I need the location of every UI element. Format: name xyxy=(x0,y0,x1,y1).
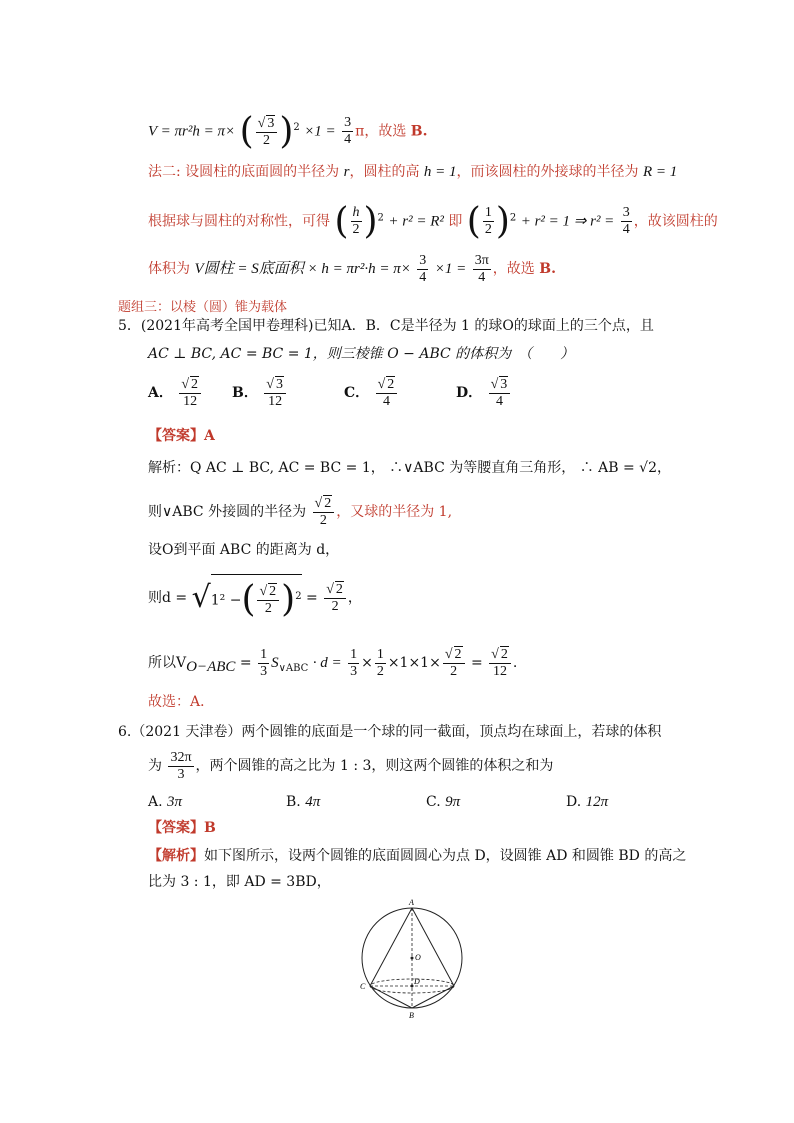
q5-option-c[interactable]: C． $\frac{√ 2}{4}$ xyxy=(344,376,399,410)
symmetry-prefix: 根据球与圆柱的对称性，可得 xyxy=(148,213,330,230)
label-o: O xyxy=(415,953,421,962)
symmetry-mid: 即 xyxy=(448,213,463,230)
q5-option-a[interactable]: A． $\frac{√ 2}{12}$ xyxy=(148,376,203,410)
center-point xyxy=(411,957,414,960)
volume-formula-prefix: V = πr²h = π× xyxy=(148,123,236,140)
sqrt3-over-2: $\frac{√ 3}{2}$ xyxy=(256,115,278,149)
q6-stem-line2: 为 $\frac{32\pi}{3}$ ，两个圆锥的高之比为 1 : 3，则这两个圆锥的体积之和为 xyxy=(148,749,554,782)
q5-stem-line2: AC ⊥ BC, AC = BC = 1，则三棱锥 O − ABC 的体积为 （ ） xyxy=(148,346,575,362)
method2-line xyxy=(148,162,677,182)
q5-answer-label: 【答案】 xyxy=(148,428,204,444)
q5-analysis-2: 则∨ABC 外接圆的半径为 $\frac{√ 2}{2}$ ，又球的半径为 1, xyxy=(148,496,453,528)
symmetry-line: 根据球与圆柱的对称性，可得 ( $\frac{h}{2}$ )$^2$ + r² = R² 即 ( $\frac{1}{2}$ )$^2$ + r² = 1 ⇒ r² = $\frac{3}{4}$ ，故该圆柱的 xyxy=(148,200,718,242)
q6-option-b[interactable]: B. 4π xyxy=(286,794,321,810)
q5-analysis-1: 解析：Q AC ⊥ BC, AC = BC = 1， ∴∨ABC 为等腰直角三角形， ∴ AB = √2， xyxy=(148,460,672,476)
method2-h-eq: h = 1 xyxy=(423,164,457,180)
method2-mid1: ，圆柱的高 xyxy=(349,164,420,180)
q5-option-d[interactable]: D． $\frac{√ 3}{4}$ xyxy=(456,376,512,410)
method2-prefix: 法二: 设圆柱的底面圆的半径为 xyxy=(148,164,340,180)
label-c: C xyxy=(360,982,366,991)
label-a: A xyxy=(409,898,414,907)
q6-analysis-1: 【解析】如下图所示，设两个圆锥的底面圆圆心为点 D，设圆锥 AD 和圆锥 BD 的高之 xyxy=(148,848,687,864)
method2-r: r xyxy=(343,164,350,180)
sphere-cones-diagram xyxy=(358,896,466,1024)
volume-formula-mid: ×1 = xyxy=(304,123,336,140)
symmetry-tail: ，故该圆柱的 xyxy=(633,213,718,230)
cylinder-volume-line: 体积为 V圆柱 = S底面积 × h = πr²·h = π× $\frac{3}{4}$ ×1 = $\frac{3\pi}{4}$ ，故选 B. xyxy=(148,252,556,285)
q6-answer: 【答案】B xyxy=(148,820,216,836)
cylinder-volume-choice: B. xyxy=(539,261,556,277)
method2-R-eq: R = 1 xyxy=(643,164,678,180)
q6-option-c[interactable]: C. 9π xyxy=(426,794,461,810)
q5-answer xyxy=(148,426,215,446)
q6-stem-line1: 6.（2021 天津卷）两个圆锥的底面是一个球的同一截面，顶点均在球面上，若球的体积 xyxy=(118,724,662,740)
q6-analysis-2: 比为 3 : 1，即 AD = 3BD， xyxy=(148,874,331,890)
right-paren: ) xyxy=(279,110,294,152)
q5-answer-value: A xyxy=(204,428,215,444)
cone-a-left-edge xyxy=(370,908,412,986)
label-d: D xyxy=(414,977,420,986)
q5-analysis-4: 则d = √1² −( $\frac{√ 2}{2}$ )$^2$ = $\frac{√ 2}{2}$ ， xyxy=(148,570,362,626)
symmetry-frac: $\frac{3}{4}$ xyxy=(622,205,630,238)
cylinder-volume-tail: ，故选 xyxy=(492,261,535,277)
cone-b-right-edge xyxy=(412,986,454,1008)
cone-b-left-edge xyxy=(370,986,412,1008)
q5-conclusion: 故选：A． xyxy=(148,694,215,710)
q5-analysis-3: 设O到平面 ABC 的距离为 d， xyxy=(148,542,340,558)
volume-formula-line: V = πr²h = π× ( $\frac{√ 3}{2}$ )$^2$ ×1 = $\frac{3}{4}$ π，故选 B. xyxy=(148,110,428,152)
q6-option-d[interactable]: D. 12π xyxy=(566,794,609,810)
left-paren: ( xyxy=(239,110,254,152)
section3-title: 题组三：以棱（圆）锥为载体 xyxy=(118,300,288,315)
cylinder-volume-prefix: 体积为 xyxy=(148,261,190,277)
cylinder-volume-formula: V圆柱 = S底面积 × h = πr²·h = π× xyxy=(194,261,411,277)
volume-formula-tail: π，故选 xyxy=(355,123,407,140)
q5-analysis-5: 所以$V_{O-ABC}$ = $\frac{1}{3}$ $S_{\vee ABC} \cdot d$ = $\frac{1}{3}$ × $\frac{1}{2}$ ×1×1× $\frac{√ 2}{2}$ = $\frac{√ 2}{12}$ . xyxy=(148,646,518,679)
method2-mid2: ，而该圆柱的外接球的半径为 xyxy=(456,164,639,180)
cone-a-right-edge xyxy=(412,908,454,986)
volume-choice: B. xyxy=(410,123,428,140)
symmetry-eq1: + r² = R² xyxy=(388,213,444,230)
q5-option-b[interactable]: B． $\frac{√ 3}{12}$ xyxy=(232,376,288,410)
q6-option-a[interactable]: A. 3π xyxy=(148,794,183,810)
three-quarters: $\frac{3}{4}$ xyxy=(344,115,352,148)
symmetry-eq2: + r² = 1 ⇒ r² = xyxy=(520,213,615,230)
q5-stem-line1: 5．(2021年高考全国甲卷理科)已知A．B．C是半径为 1 的球O的球面上的三个点，且 xyxy=(118,318,654,334)
label-b: B xyxy=(409,1011,414,1020)
